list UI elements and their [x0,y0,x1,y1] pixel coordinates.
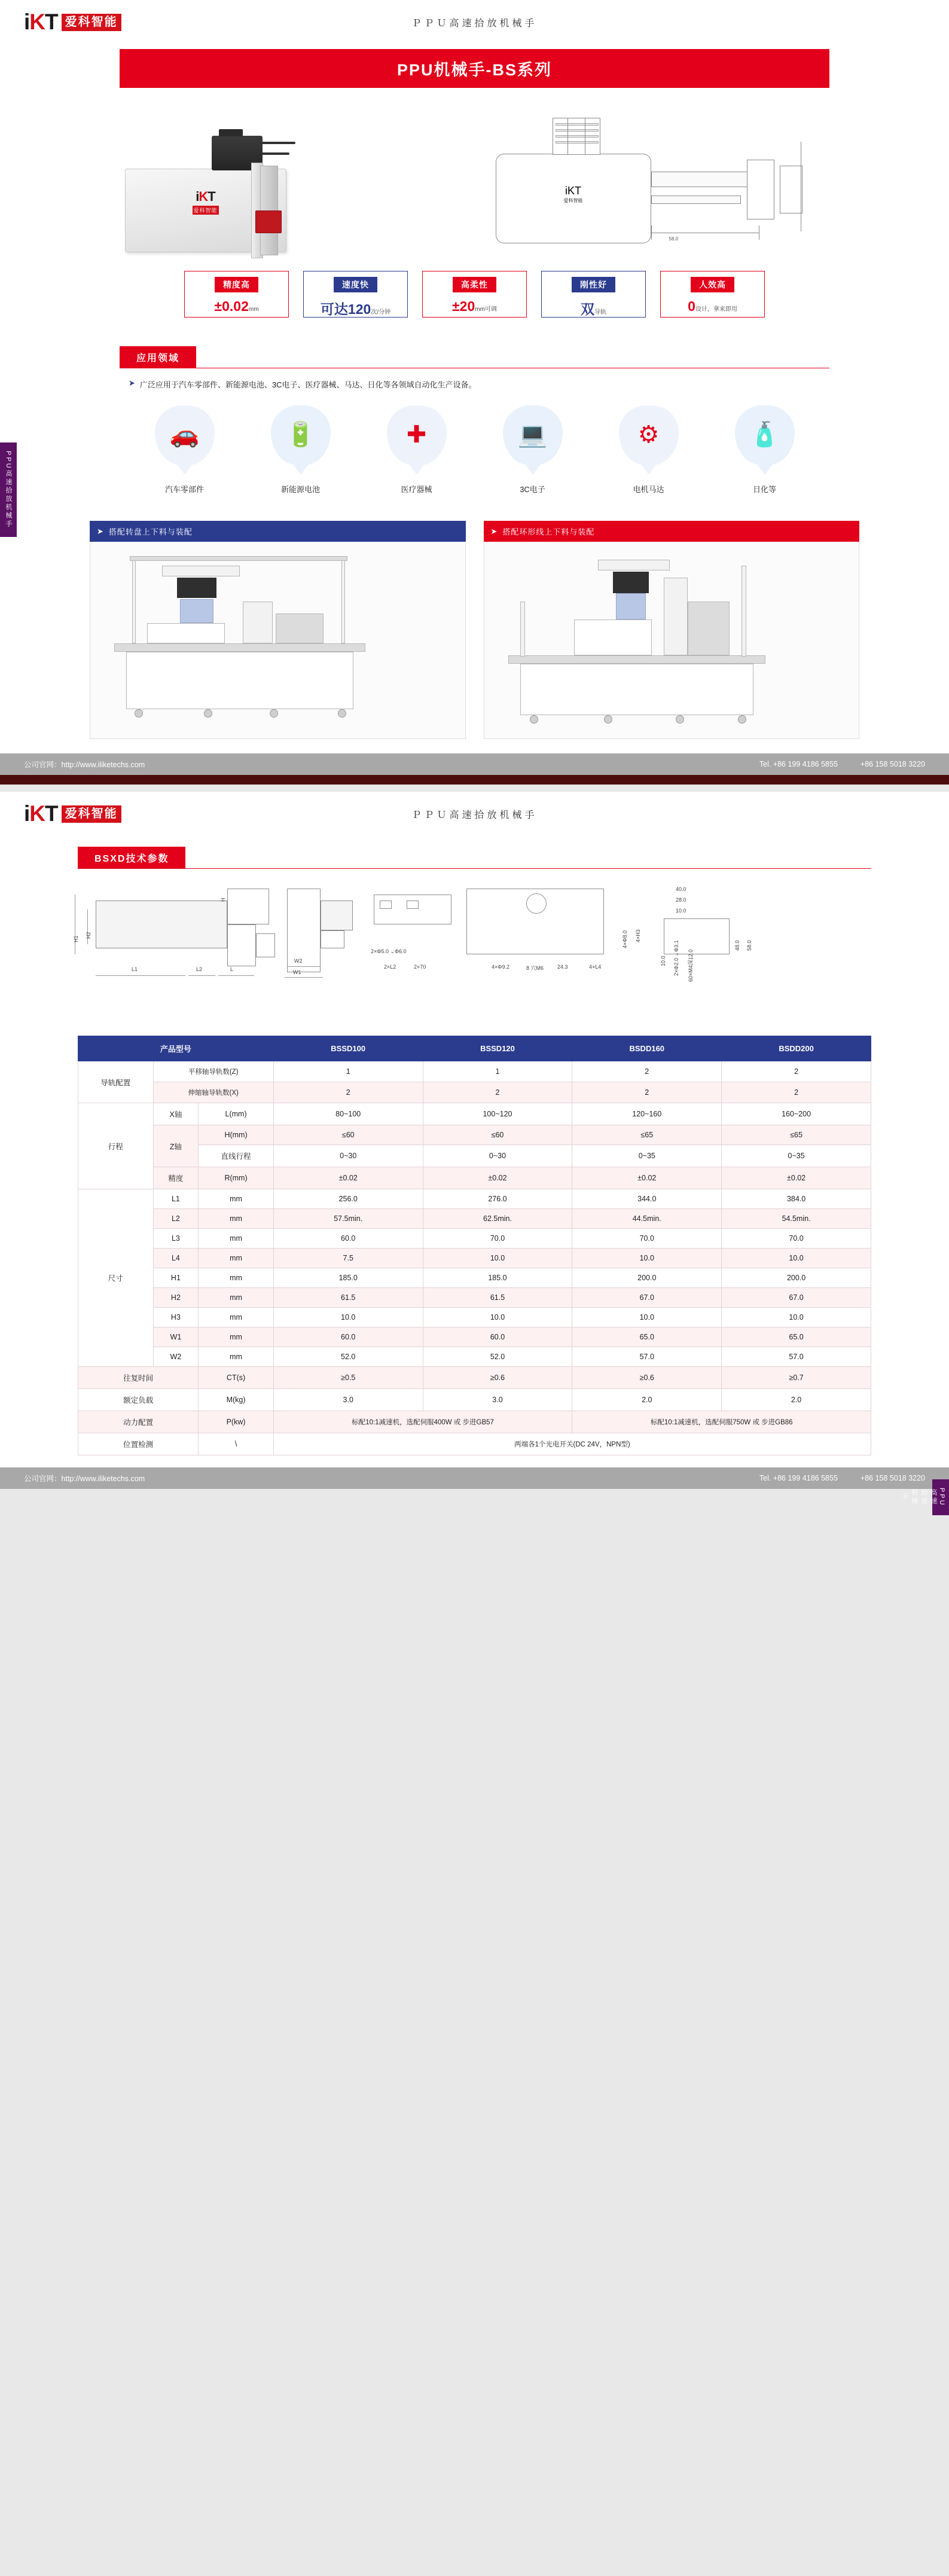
section-head-spec [78,847,221,869]
dd-label-w2: W2 [294,958,303,964]
row-label-h3: H3 [153,1308,199,1327]
cell: 70.0 [572,1229,722,1249]
spec-header-bssd100: BSSD100 [273,1036,423,1061]
application-icon-row [0,390,949,515]
table-row [78,1411,871,1433]
panel-photo-ring-line [484,542,860,739]
cell: 0~35 [572,1145,722,1167]
row-label-z-axis: Z轴 [153,1125,199,1167]
panel-head-ring-line [484,521,860,542]
panel-photo-turntable [90,542,466,739]
dd-dim-l1 [96,975,185,976]
cell: 3.0 [423,1389,572,1411]
row-unit-ct: CT(s) [199,1367,274,1389]
dd-label-400: 40.0 [676,886,686,892]
cell: 65.0 [722,1327,871,1347]
cell: 256.0 [273,1189,423,1209]
feature-badge-3 [422,271,527,318]
page2-footer [0,1467,949,1489]
cell: 54.5min. [722,1209,871,1229]
cell: 2 [722,1061,871,1082]
row-unit-l2: mm [199,1209,274,1229]
table-row [78,1209,871,1229]
cell: 7.5 [273,1249,423,1268]
cell: 70.0 [722,1229,871,1249]
cell: 60.0 [273,1327,423,1347]
drawing-block-a [747,160,774,219]
cell: 200.0 [722,1268,871,1288]
cell: ≥0.6 [423,1367,572,1389]
section-rule-spec [78,868,871,869]
pin-shape-6 [735,405,795,465]
section-label-application: 应用领域 [120,346,196,368]
logo-ikt-page2: iKT [24,801,58,826]
cell: 2 [572,1061,722,1082]
dd-label-480: 48.0 [734,940,740,951]
feature-title-5: 人效高 [691,277,734,292]
dimension-drawing [48,877,901,1026]
product-images [0,88,949,261]
dd-hole-group-2 [407,901,419,909]
dd-dim-w1 [285,977,323,978]
app-icon-item-5 [610,405,688,495]
row-unit-l3: mm [199,1229,274,1249]
feature-value-5: 0设计，拿来即用 [688,298,737,314]
cell: 60.0 [423,1327,572,1347]
dd-dim-h2 [87,909,88,944]
table-row [78,1167,871,1189]
cell: ±0.02 [423,1167,572,1189]
cell: 10.0 [722,1308,871,1327]
page1-header [0,0,949,44]
dd-label-w1: W1 [293,969,301,975]
drawing-rail-bottom [651,196,741,204]
cell: 两端各1个光电开关(DC 24V，NPN型) [273,1433,871,1455]
cell: 185.0 [423,1268,572,1288]
row-label-l1: L1 [153,1189,199,1209]
dd-dim-w2 [287,966,321,967]
cell: 80~100 [273,1103,423,1125]
pin-shape-1 [155,405,215,465]
cell: 344.0 [572,1189,722,1209]
table-row [78,1061,871,1082]
section-label-spec: BSXD技术参数 [78,847,185,869]
medical-cross-icon: ✚ [406,422,427,448]
cell: 0~30 [423,1145,572,1167]
cell: 10.0 [572,1308,722,1327]
cell: 标配10:1减速机，选配伺服400W 或 步进GB57 [273,1411,572,1433]
row-unit-w2: mm [199,1347,274,1367]
dd-main-body [96,901,227,948]
dd-label-100b: 10.0 [660,956,666,966]
page1-title-bar: PPU机械手-BS系列 [120,49,829,88]
row-unit-position-detect: \ [199,1433,274,1455]
table-row [78,1327,871,1347]
cell: 2.0 [722,1389,871,1411]
spec-header-bssd120: BSSD120 [423,1036,572,1061]
app-icon-label-4: 3C电子 [520,485,545,494]
group-label-stroke: 行程 [78,1103,154,1189]
dd-motor [227,889,269,924]
row-unit-power: P(kw) [199,1411,274,1433]
panel-arrow-icon-2: ➤ [490,526,498,536]
dd-plan-circle [526,893,547,914]
spec-header-bsdd200: BSDD200 [722,1036,871,1061]
cell: 3.0 [273,1389,423,1411]
cell: 1 [423,1061,572,1082]
dd-front-head [321,901,353,930]
feature-badge-1 [184,271,289,318]
group-label-dimension: 尺寸 [78,1189,154,1367]
cell: 57.5min. [273,1209,423,1229]
page1-footer-accent [0,775,949,785]
panel-ring-line [484,521,860,739]
dd-label-4l4: 4×L4 [589,964,602,970]
spec-table-head [78,1036,871,1061]
cell: ≥0.7 [722,1367,871,1389]
row-unit-linear-stroke: 直线行程 [199,1145,274,1167]
footer-website-url-2[interactable]: http://www.iliketechs.com [61,1475,145,1483]
cell: 100~120 [423,1103,572,1125]
cell: 2 [572,1082,722,1103]
feature-badge-5 [660,271,765,318]
cell: 57.0 [722,1347,871,1367]
app-icon-label-3: 医疗器械 [401,485,432,494]
row-label-load: 额定负载 [78,1389,199,1411]
dd-label-270: 2×70 [414,964,426,970]
application-bullet [129,379,820,390]
cell: 276.0 [423,1189,572,1209]
footer-tel-2: +86 158 5018 3220 [860,760,925,768]
application-panels [0,515,949,753]
dd-front-body [287,889,321,972]
product-photo-3d [83,106,364,255]
row-unit-h1: mm [199,1268,274,1288]
panel-head-label-2: 搭配环形线上下料与装配 [502,527,595,536]
car-icon: 🚗 [169,422,200,448]
product-body-logo: iKT 爱科智能 [193,189,218,214]
dd-label-h2: H2 [86,932,91,939]
dim-tick-1 [651,225,652,240]
row-unit-h3: mm [199,1308,274,1327]
dd-label-phi20: 2×Φ2.0 ⌄Φ3.1 [673,940,679,976]
feature-title-1: 精度高 [215,277,258,292]
cell: ≥0.5 [273,1367,423,1389]
dd-label-4phi80: 4×Φ8.0 [622,930,628,948]
cell: 2 [423,1082,572,1103]
spec-header-row [78,1036,871,1061]
dd-label-4h3: 4×H3 [635,929,641,942]
cell: ±0.02 [572,1167,722,1189]
page2-header-title: ＰＰＵ高速拾放机械手 [411,810,538,820]
app-icon-item-3 [378,405,456,495]
cell: 57.0 [572,1347,722,1367]
row-unit-l1: mm [199,1189,274,1209]
cell: 120~160 [572,1103,722,1125]
motor-cable-1 [261,142,295,144]
app-icon-label-2: 新能源电池 [280,485,320,494]
app-icon-item-6 [726,405,804,495]
page1-header-title: ＰＰＵ高速拾放机械手 [411,18,538,29]
product-drawing [388,106,866,255]
section-head-application [120,346,263,368]
cell: 2 [273,1082,423,1103]
dd-label-l1: L1 [132,966,138,972]
cell: ≤60 [423,1125,572,1145]
cell: 67.0 [722,1288,871,1308]
cell: 60.0 [273,1229,423,1249]
footer-website-url[interactable]: http://www.iliketechs.com [61,761,145,769]
table-row [78,1229,871,1249]
feature-badges [0,261,949,335]
cell: ≤65 [572,1125,722,1145]
battery-icon: 🔋 [285,422,316,448]
footer-website-2[interactable] [24,1473,759,1484]
cell: 61.5 [423,1288,572,1308]
cell: 0~35 [722,1145,871,1167]
pin-shape-5 [619,405,679,465]
row-unit-w1: mm [199,1327,274,1347]
table-row [78,1308,871,1327]
feature-value-4: 双导轨 [581,301,606,317]
table-row [78,1249,871,1268]
dd-label-h: H [220,898,226,902]
panel-arrow-icon-1: ➤ [97,526,104,536]
spec-header-bsdd160: BSDD160 [572,1036,722,1061]
feature-title-4: 刚性好 [572,277,615,292]
panel-turntable [90,521,466,739]
app-icon-item-1 [146,405,224,495]
dd-rail [227,924,256,966]
laptop-icon: 💻 [517,422,548,448]
drawing-block-b [780,166,802,213]
cell: 2 [722,1082,871,1103]
table-row [78,1288,871,1308]
cell: 65.0 [572,1327,722,1347]
app-icon-label-6: 日化等 [752,485,776,494]
cell: 10.0 [722,1249,871,1268]
spec-table [78,1036,871,1455]
dd-label-580: 58.0 [746,940,752,951]
dd-label-holes-1: 2×Φ5.0 ⌄Φ6.0 [371,948,407,954]
cell: 10.0 [423,1308,572,1327]
dd-top-plate [374,895,451,924]
dd-label-l: L [230,966,234,972]
cell: 0~30 [273,1145,423,1167]
table-row [78,1433,871,1455]
cell: 10.0 [423,1249,572,1268]
row-label-h2: H2 [153,1288,199,1308]
cell: 160~200 [722,1103,871,1125]
feature-value-1: ±0.02mm [214,298,259,314]
app-icon-item-4 [494,405,572,495]
cell: ≤65 [722,1125,871,1145]
motor-cable-2 [261,152,289,155]
row-label-position-detect: 位置检测 [78,1433,199,1455]
drawing-body-logo: iKT 爱科智能 [563,184,583,203]
table-row [78,1103,871,1125]
dd-label-2l2: 2×L2 [384,964,396,970]
page2-header [0,792,949,836]
cell: 标配10:1减速机，选配伺服750W 或 步进GB86 [572,1411,871,1433]
table-row [78,1268,871,1288]
cell: 70.0 [423,1229,572,1249]
dd-front-block [321,930,344,948]
cell: 185.0 [273,1268,423,1288]
row-label-power: 动力配置 [78,1411,199,1433]
table-row [78,1189,871,1209]
row-label-h1: H1 [153,1268,199,1288]
arrow-icon: ➤ [129,379,135,387]
row-label-l4: L4 [153,1249,199,1268]
group-label-rail: 导轨配置 [78,1061,154,1103]
feature-badge-4 [541,271,646,318]
footer-telephones-2 [759,1474,925,1482]
row-label-precision: 精度 [153,1167,199,1189]
dd-label-m6: 8 穴M6 [526,965,544,971]
cell: ±0.02 [273,1167,423,1189]
feature-value-2: 可达120次/分钟 [320,301,391,317]
side-tab-right: PPU高速拾放机械手 [932,1479,949,1515]
table-row [78,1367,871,1389]
dd-dim-l [218,975,254,976]
drawing-column [567,118,585,155]
dd-hole-group-1 [380,901,392,909]
dd-label-100a: 10.0 [676,908,686,914]
logo-cn: 爱科智能 [62,14,121,31]
row-unit-z-h: H(mm) [199,1125,274,1145]
row-label-z-rail: 平移轴导轨数(Z) [153,1061,273,1082]
logo-ikt: iKT [24,10,58,34]
logo-cn-page2: 爱科智能 [62,805,121,823]
app-icon-label-5: 电机马达 [633,485,664,494]
page1-footer [0,753,949,775]
row-unit-h2: mm [199,1288,274,1308]
table-row [78,1347,871,1367]
cell: 384.0 [722,1189,871,1209]
feature-value-3: ±20mm可调 [452,298,497,314]
footer-website-label: 公司官网： [24,761,62,769]
row-unit-x-axis: L(mm) [199,1103,274,1125]
cell: ≥0.6 [572,1367,722,1389]
table-row [78,1389,871,1411]
row-label-x-axis: X轴 [153,1103,199,1125]
application-bullet-text: 广泛应用于汽车零部件、新能源电池、3C电子、医疗器械、马达、日化等各领域自动化生产设备。 [139,380,477,389]
row-label-l2: L2 [153,1209,199,1229]
cell: 44.5min. [572,1209,722,1229]
dd-label-m4deep: 60×M4深12.0 [688,949,694,982]
pin-shape-3 [387,405,447,465]
page-2 [0,792,949,1507]
cell: 52.0 [273,1347,423,1367]
cell: 10.0 [273,1308,423,1327]
side-tab-left: PPU高速拾放机械手 [0,442,17,537]
app-icon-label-1: 汽车零部件 [164,485,204,494]
footer-tel-1-2: Tel. +86 199 4186 5855 [759,1474,838,1482]
row-label-ct: 往复时间 [78,1367,199,1389]
dd-label-l2: L2 [196,966,203,972]
spec-header-model: 产品型号 [78,1036,274,1061]
drawing-body-outline [496,154,651,243]
dd-label-phi92: 4×Φ9.2 [492,964,509,970]
spec-table-body [78,1061,871,1455]
row-unit-load: M(kg) [199,1389,274,1411]
row-label-w1: W1 [153,1327,199,1347]
row-label-l3: L3 [153,1229,199,1249]
row-unit-l4: mm [199,1249,274,1268]
footer-website-label-2: 公司官网： [24,1475,62,1483]
footer-telephones [759,760,925,768]
feature-badge-2 [303,271,408,318]
dd-label-243: 24.3 [557,964,568,970]
cell: ≤60 [273,1125,423,1145]
cell: 1 [273,1061,423,1082]
dd-dim-l2 [188,975,215,976]
pin-shape-2 [271,405,331,465]
footer-tel-1: Tel. +86 199 4186 5855 [759,760,838,768]
table-row [78,1082,871,1103]
bottle-icon: 🧴 [749,422,780,448]
cell: 52.0 [423,1347,572,1367]
cell: 61.5 [273,1288,423,1308]
row-label-x-rail: 伸缩轴导轨数(X) [153,1082,273,1103]
table-row [78,1125,871,1145]
row-label-w2: W2 [153,1347,199,1367]
footer-tel-2-2: +86 158 5018 3220 [860,1474,925,1482]
row-unit-precision: R(mm) [199,1167,274,1189]
cell: 62.5min. [423,1209,572,1229]
red-slider-block [255,210,282,233]
cell: 2.0 [572,1389,722,1411]
app-icon-item-2 [262,405,340,495]
feature-title-3: 高柔性 [453,277,496,292]
dd-label-280: 28.0 [676,897,686,903]
feature-title-2: 速度快 [334,277,377,292]
panel-head-turntable [90,521,466,542]
dd-slider [256,933,275,957]
cell: 10.0 [572,1249,722,1268]
footer-website[interactable] [24,759,759,770]
pin-shape-4 [503,405,563,465]
cell: 200.0 [572,1268,722,1288]
cell: ±0.02 [722,1167,871,1189]
gear-code-icon: ⚙ [637,422,660,448]
page-1 [0,0,949,785]
cell: 67.0 [572,1288,722,1308]
dim-label-platform: 58.0 [669,236,679,242]
panel-head-label-1: 搭配转盘上下料与装配 [108,527,193,536]
dd-label-h1: H1 [73,935,79,942]
